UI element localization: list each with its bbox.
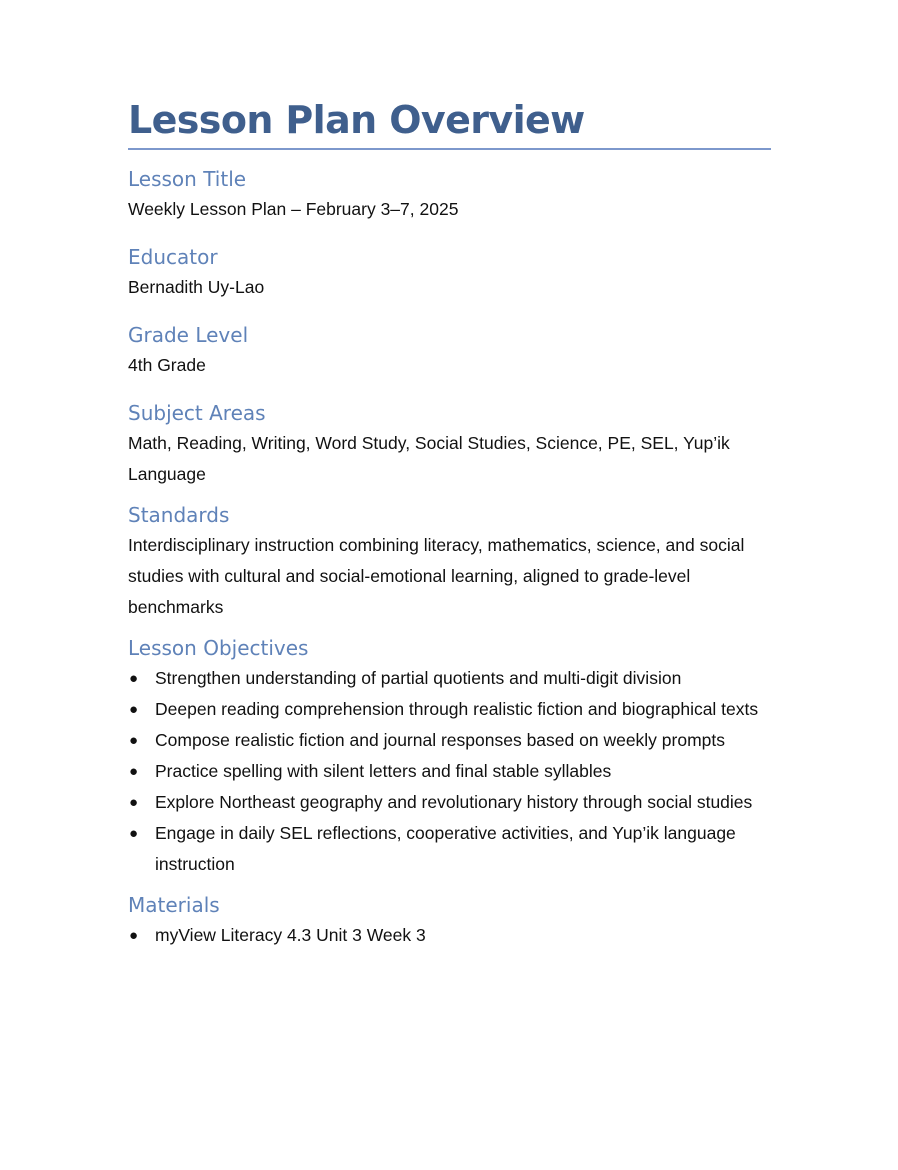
bullet-icon: ● [129, 927, 139, 944]
list-item-text: Practice spelling with silent letters and final stable syllables [155, 761, 612, 781]
list-item [128, 818, 771, 880]
list-item-text: Strengthen understanding of partial quotients and multi-digit division [155, 668, 682, 688]
lesson-objectives-list [128, 663, 771, 880]
list-item [128, 756, 771, 787]
materials-list [128, 920, 771, 951]
list-item [128, 694, 771, 725]
document-title: Lesson Plan Overview [128, 94, 771, 150]
lesson-title-heading: Lesson Title [128, 167, 247, 191]
list-item [128, 725, 771, 756]
materials-heading: Materials [128, 893, 220, 917]
section-standards [128, 500, 771, 623]
standards-text: Interdisciplinary instruction combining literacy, mathematics, science, and social studies with cultural and social-emotional learning, aligned to grade-level benchmarks [128, 535, 745, 617]
bullet-icon: ● [129, 825, 139, 842]
lesson-objectives-heading: Lesson Objectives [128, 636, 309, 660]
list-item [128, 787, 771, 818]
bullet-icon: ● [129, 763, 139, 780]
educator-text: Bernadith Uy-Lao [128, 277, 265, 297]
list-item-text: myView Literacy 4.3 Unit 3 Week 3 [155, 925, 426, 945]
document-page [128, 94, 771, 951]
list-item-text: Engage in daily SEL reflections, cooperative activities, and Yup’ik language instruction [155, 823, 736, 874]
grade-level-heading: Grade Level [128, 323, 249, 347]
bullet-icon: ● [129, 732, 139, 749]
subject-areas-heading: Subject Areas [128, 401, 266, 425]
list-item-text: Explore Northeast geography and revolutionary history through social studies [155, 792, 753, 812]
list-item-text: Deepen reading comprehension through realistic fiction and biographical texts [155, 699, 759, 719]
lesson-title-text: Weekly Lesson Plan – February 3–7, 2025 [128, 199, 459, 219]
standards-heading: Standards [128, 503, 230, 527]
bullet-icon: ● [129, 794, 139, 811]
list-item-text: Compose realistic fiction and journal responses based on weekly prompts [155, 730, 726, 750]
list-item [128, 920, 771, 951]
grade-level-text: 4th Grade [128, 355, 206, 375]
bullet-icon: ● [129, 701, 139, 718]
section-lesson-objectives [128, 633, 771, 880]
section-subject-areas [128, 398, 771, 490]
section-grade-level [128, 320, 771, 381]
section-lesson-title [128, 164, 771, 225]
educator-heading: Educator [128, 245, 218, 269]
subject-areas-text: Math, Reading, Writing, Word Study, Social Studies, Science, PE, SEL, Yup’ik Language [128, 433, 730, 484]
bullet-icon: ● [129, 670, 139, 687]
section-materials [128, 890, 771, 951]
section-educator [128, 242, 771, 303]
list-item [128, 663, 771, 694]
